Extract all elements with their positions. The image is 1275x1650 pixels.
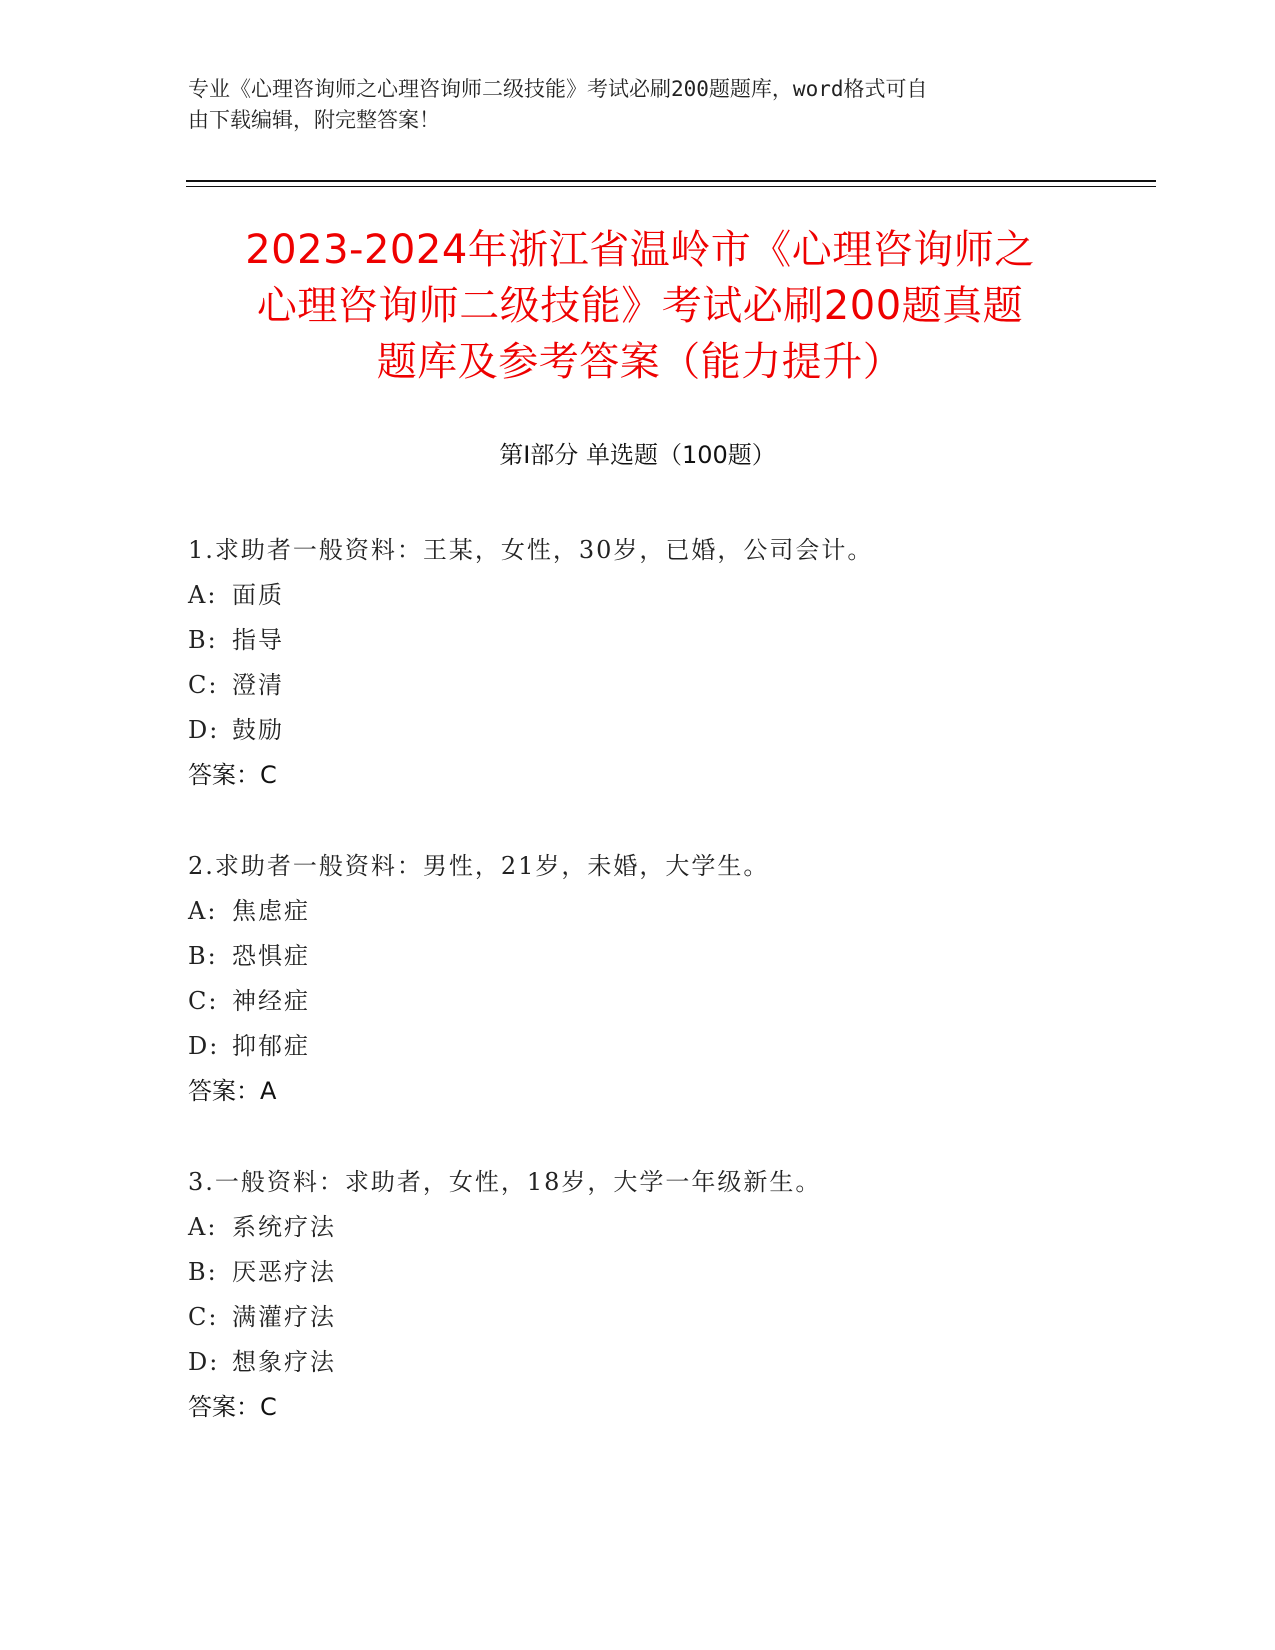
option-key: B: xyxy=(188,1258,218,1286)
option-c xyxy=(188,979,1148,1024)
header-note-line-1: 专业《心理咨询师之心理咨询师二级技能》考试必刷200题题库，word格式可自 xyxy=(188,77,928,101)
option-key: D: xyxy=(188,1032,220,1060)
question-stem: 2.求助者一般资料：男性，21岁，未婚，大学生。 xyxy=(188,852,770,880)
header-divider-thin xyxy=(186,186,1156,187)
option-text: 系统疗法 xyxy=(232,1213,336,1241)
question-2 xyxy=(188,844,1148,1114)
option-text: 面质 xyxy=(232,581,284,609)
section-title: 第Ⅰ部分 单选题（100题） xyxy=(499,441,776,469)
question-stem: 3.一般资料：求助者，女性，18岁，大学一年级新生。 xyxy=(188,1168,822,1196)
option-text: 想象疗法 xyxy=(232,1348,336,1376)
header-note xyxy=(188,74,1088,136)
option-key: D: xyxy=(188,716,220,744)
option-a xyxy=(188,1205,1148,1250)
option-key: A: xyxy=(188,1213,218,1241)
title-line-2: 心理咨询师二级技能》考试必刷200题真题 xyxy=(256,283,1024,329)
option-b xyxy=(188,934,1148,979)
document-title xyxy=(180,222,1100,390)
option-text: 鼓励 xyxy=(232,716,284,744)
question-list xyxy=(188,528,1148,1476)
option-text: 神经症 xyxy=(232,987,310,1015)
option-d xyxy=(188,708,1148,753)
title-line-3: 题库及参考答案（能力提升） xyxy=(376,339,904,385)
option-key: C: xyxy=(188,987,219,1015)
option-key: C: xyxy=(188,1303,219,1331)
option-text: 厌恶疗法 xyxy=(232,1258,336,1286)
question-stem: 1.求助者一般资料：王某，女性，30岁，已婚，公司会计。 xyxy=(188,536,874,564)
option-d xyxy=(188,1024,1148,1069)
option-d xyxy=(188,1340,1148,1385)
option-c xyxy=(188,1295,1148,1340)
answer-line: 答案：A xyxy=(188,1077,277,1105)
option-text: 恐惧症 xyxy=(232,942,310,970)
option-text: 指导 xyxy=(232,626,284,654)
option-b xyxy=(188,618,1148,663)
option-a xyxy=(188,889,1148,934)
option-key: A: xyxy=(188,581,218,609)
option-key: B: xyxy=(188,942,218,970)
header-note-line-2: 由下载编辑，附完整答案！ xyxy=(188,108,440,132)
option-key: A: xyxy=(188,897,218,925)
title-line-1: 2023-2024年浙江省温岭市《心理咨询师之 xyxy=(245,227,1035,273)
header-divider-thick xyxy=(186,180,1156,182)
option-b xyxy=(188,1250,1148,1295)
answer-line: 答案：C xyxy=(188,761,277,789)
option-key: C: xyxy=(188,671,219,699)
option-text: 焦虑症 xyxy=(232,897,310,925)
option-key: D: xyxy=(188,1348,220,1376)
option-a xyxy=(188,573,1148,618)
option-key: B: xyxy=(188,626,218,654)
option-text: 满灌疗法 xyxy=(232,1303,336,1331)
answer-line: 答案：C xyxy=(188,1393,277,1421)
option-text: 澄清 xyxy=(232,671,284,699)
question-3 xyxy=(188,1160,1148,1430)
option-text: 抑郁症 xyxy=(232,1032,310,1060)
question-1 xyxy=(188,528,1148,798)
option-c xyxy=(188,663,1148,708)
